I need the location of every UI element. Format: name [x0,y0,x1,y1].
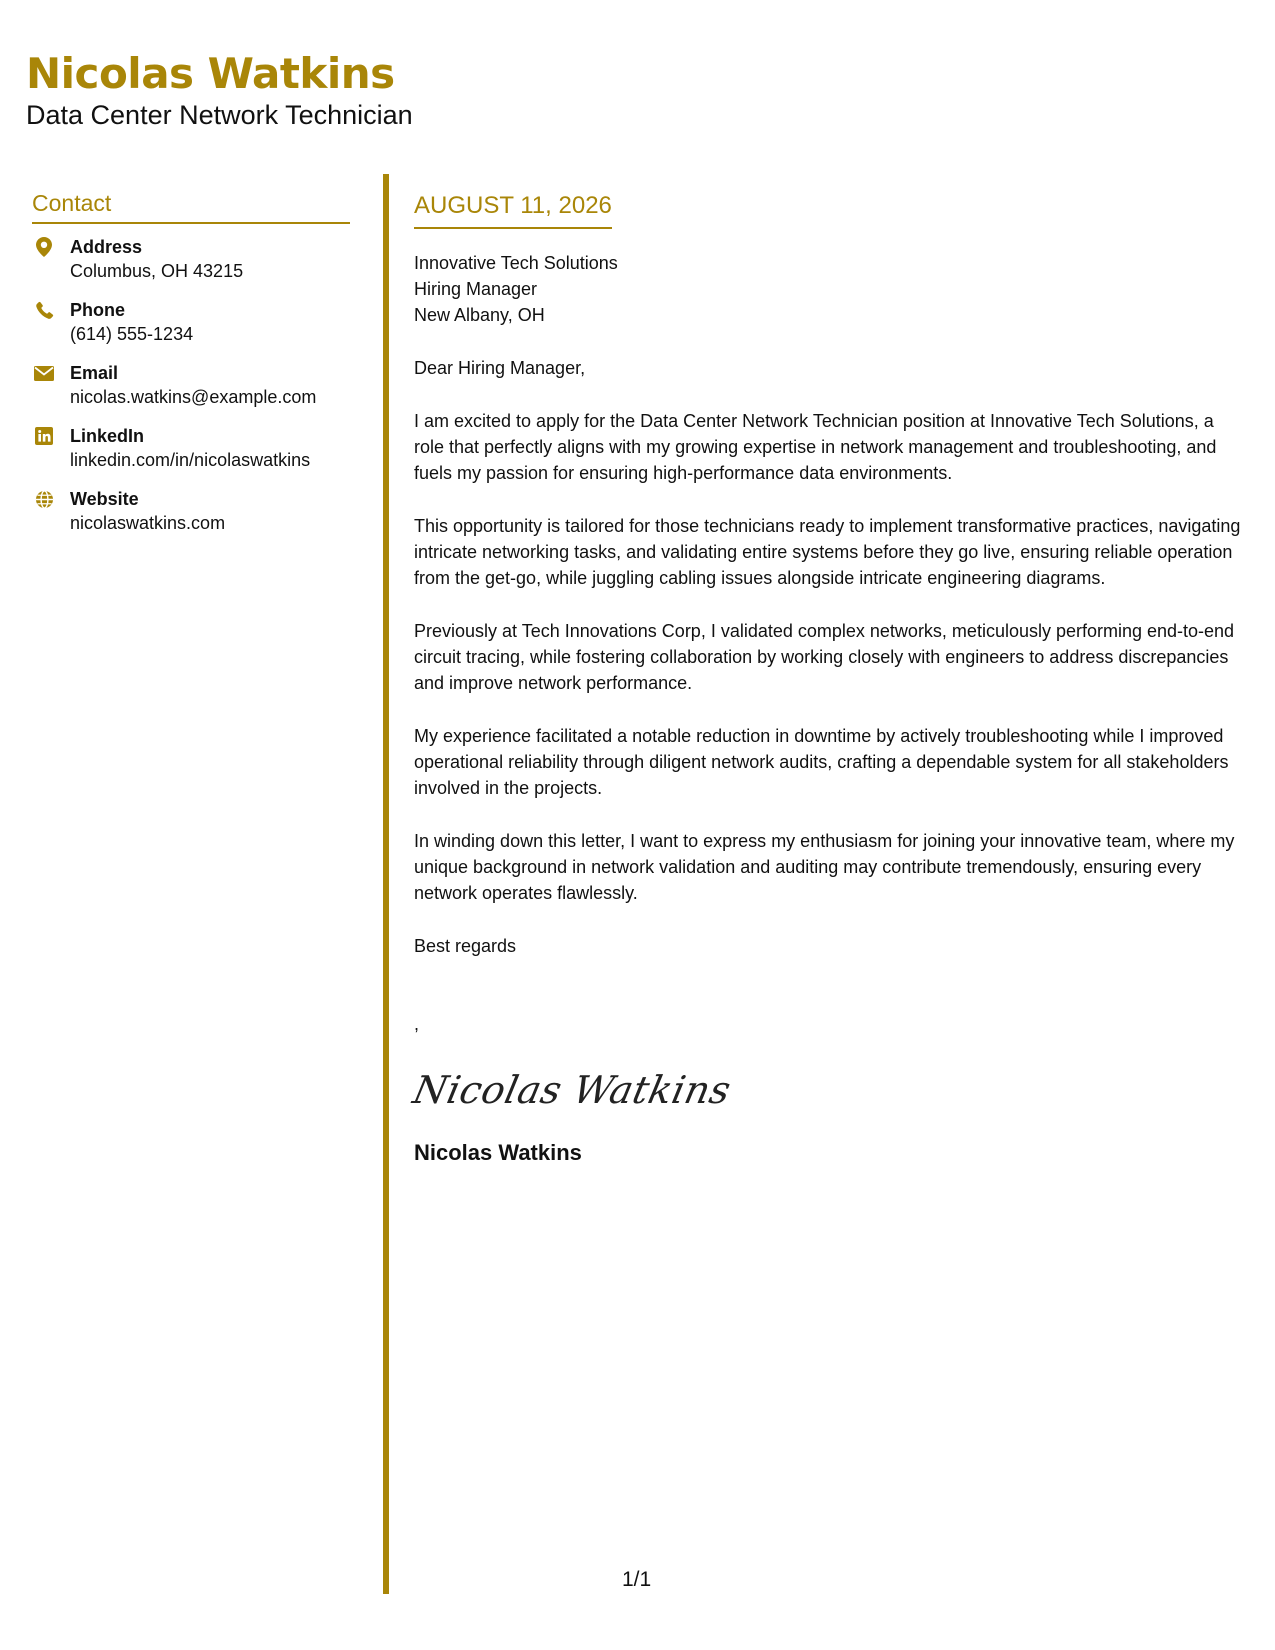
contact-item-phone [34,298,364,361]
linkedin-icon [34,426,54,446]
paragraph: My experience facilitated a notable reduction in downtime by actively troubleshooting while I improved operational reliability through diligent network audits, crafting a dependable system for all stakeholders involved in the projects. [414,726,1229,798]
recipient-title: Hiring Manager [414,279,538,299]
job-title: Data Center Network Technician [26,100,413,130]
email-icon [34,363,54,383]
closing: Best regards [414,936,517,956]
paragraph: In winding down this letter, I want to express my enthusiasm for joining your innovative team, where my unique background in network validation and auditing may contribute tremendously, ensuring every network operates flawlessly. [414,831,1235,903]
letter-body [409,250,1244,1167]
contact-label: Website [70,489,139,509]
recipient-location: New Albany, OH [414,305,545,325]
contact-label: Address [70,237,143,257]
salutation: Dear Hiring Manager, [414,358,586,378]
contact-value: linkedin.com/in/nicolaswatkins [70,450,311,470]
closing-comma: , [414,1014,420,1034]
contact-item-linkedin [34,424,364,487]
column-divider [383,174,389,1594]
paragraph: This opportunity is tailored for those technicians ready to implement transformative practices, navigating intricate networking tasks, and validating entire systems before they go live, ensuring reliable operation from the get-go, while juggling cabling issues alongside intricate engineering diagrams. [414,516,1241,588]
paragraph: I am excited to apply for the Data Center Network Technician position at Innovative Tech Solutions, a role that perfectly aligns with my growing expertise in network management and troubleshooting, and fuels my passion for ensuring high-performance data environments. [414,411,1217,483]
contact-item-website [34,487,364,550]
contact-value: nicolas.watkins@example.com [70,387,317,407]
contact-heading: Contact [32,188,350,224]
contact-label: Email [70,363,119,383]
contact-value: Columbus, OH 43215 [70,261,244,281]
phone-icon [34,300,54,320]
contact-label: LinkedIn [70,426,145,446]
contact-value: nicolaswatkins.com [70,513,226,533]
letter-date: AUGUST 11, 2026 [414,191,612,229]
applicant-name: Nicolas Watkins [26,49,395,98]
paragraph: Previously at Tech Innovations Corp, I validated complex networks, meticulously performing end-to-end circuit tracing, while fostering collaboration by working closely with engineers to address discrepancies and improve network performance. [414,621,1235,693]
contact-item-email [34,361,364,424]
contact-label: Phone [70,300,126,320]
signer-name: Nicolas Watkins [414,1140,582,1165]
signature: Nicolas Watkins [409,1068,735,1112]
location-pin-icon [34,237,54,257]
recipient-company: Innovative Tech Solutions [414,253,618,273]
globe-icon [34,489,54,509]
recipient-block [414,250,1244,328]
contact-item-address [34,235,364,298]
contact-list [34,235,364,550]
page-number: 1/1 [622,1568,652,1591]
contact-value: (614) 555-1234 [70,324,194,344]
